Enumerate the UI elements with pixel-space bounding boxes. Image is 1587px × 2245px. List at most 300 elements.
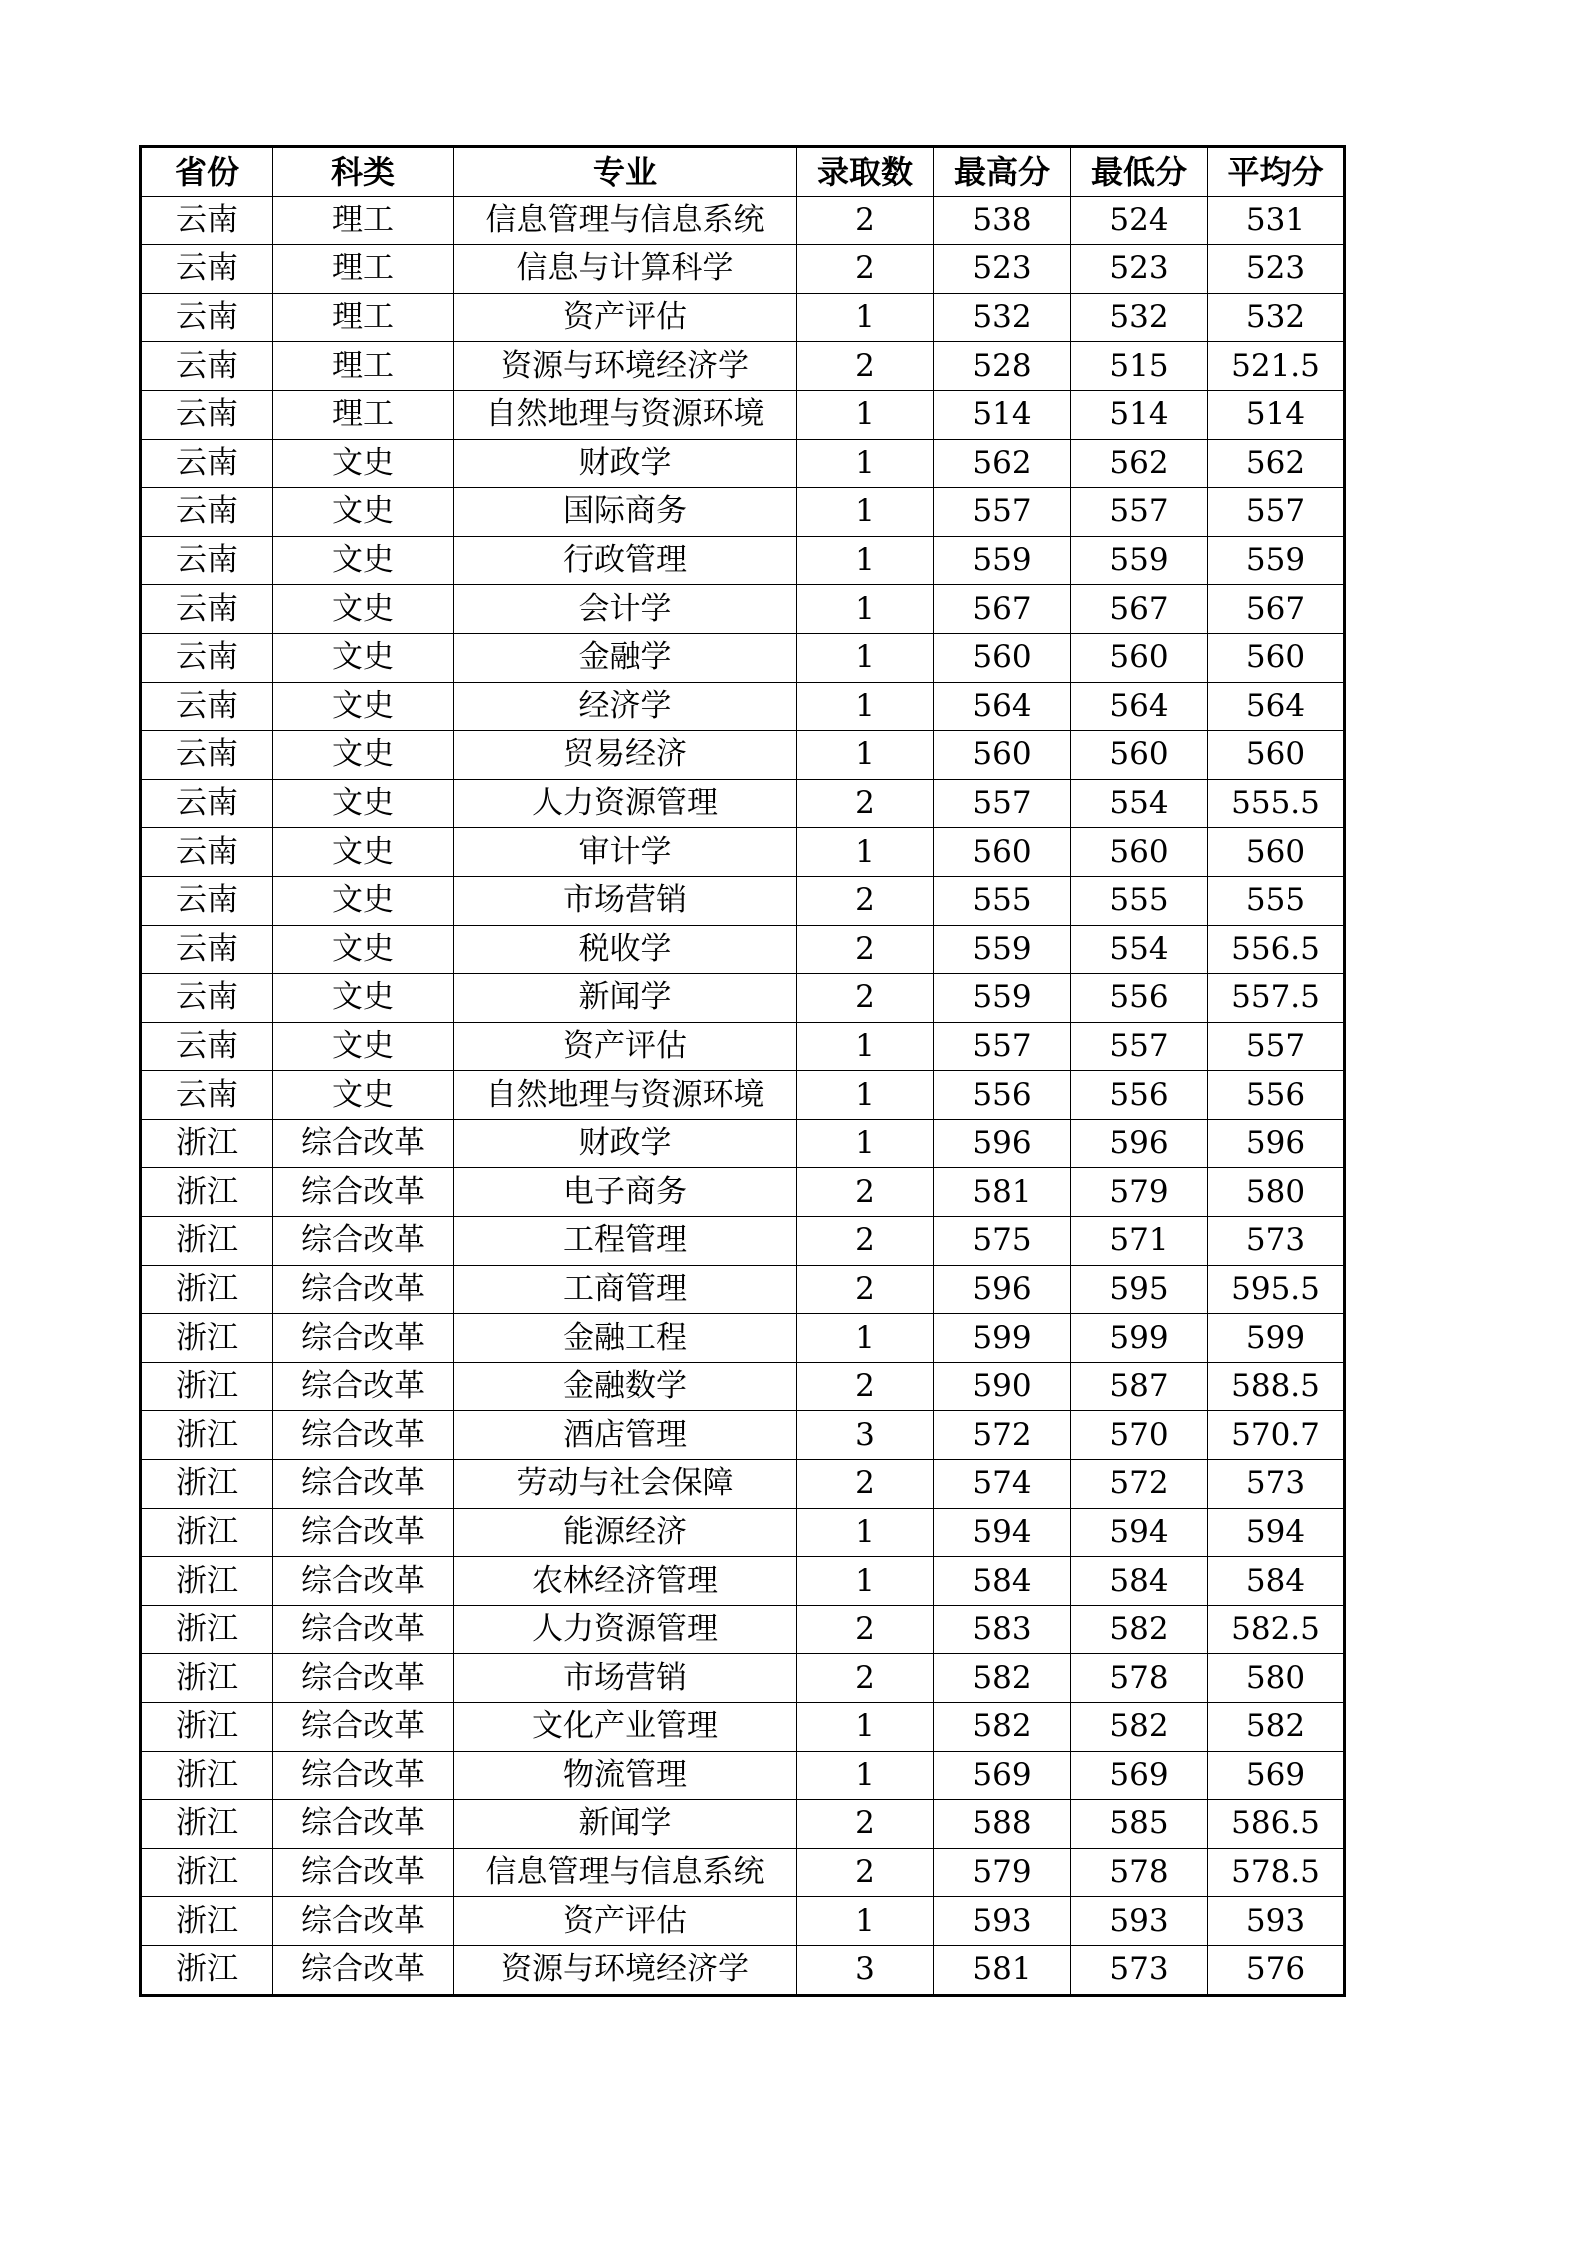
- cell-province: 浙江: [141, 1265, 273, 1314]
- cell-province: 云南: [141, 779, 273, 828]
- header-min-score: 最低分: [1071, 147, 1208, 197]
- admission-scores-table: [139, 145, 1346, 1997]
- cell-min-score: 564: [1071, 682, 1208, 731]
- cell-avg-score: 532: [1208, 293, 1345, 342]
- cell-avg-score: 584: [1208, 1557, 1345, 1606]
- cell-category: 文史: [273, 731, 454, 780]
- cell-major: 金融学: [454, 633, 797, 682]
- cell-min-score: 532: [1071, 293, 1208, 342]
- cell-admitted-count: 2: [797, 1848, 934, 1897]
- table-row: [141, 1071, 1345, 1120]
- cell-avg-score: 580: [1208, 1168, 1345, 1217]
- cell-min-score: 554: [1071, 779, 1208, 828]
- cell-major: 信息管理与信息系统: [454, 1848, 797, 1897]
- cell-avg-score: 557.5: [1208, 974, 1345, 1023]
- cell-major: 资源与环境经济学: [454, 1945, 797, 1995]
- table-row: [141, 1168, 1345, 1217]
- cell-category: 综合改革: [273, 1897, 454, 1946]
- cell-max-score: 579: [934, 1848, 1071, 1897]
- cell-min-score: 596: [1071, 1119, 1208, 1168]
- cell-avg-score: 557: [1208, 488, 1345, 537]
- cell-max-score: 596: [934, 1119, 1071, 1168]
- cell-category: 综合改革: [273, 1654, 454, 1703]
- cell-min-score: 556: [1071, 974, 1208, 1023]
- cell-min-score: 572: [1071, 1460, 1208, 1509]
- cell-avg-score: 595.5: [1208, 1265, 1345, 1314]
- cell-min-score: 562: [1071, 439, 1208, 488]
- cell-category: 综合改革: [273, 1362, 454, 1411]
- table-row: [141, 682, 1345, 731]
- cell-max-score: 590: [934, 1362, 1071, 1411]
- cell-province: 浙江: [141, 1460, 273, 1509]
- cell-category: 综合改革: [273, 1848, 454, 1897]
- cell-max-score: 582: [934, 1654, 1071, 1703]
- cell-category: 理工: [273, 293, 454, 342]
- table-row: [141, 196, 1345, 245]
- cell-major: 市场营销: [454, 876, 797, 925]
- cell-province: 云南: [141, 293, 273, 342]
- cell-avg-score: 586.5: [1208, 1800, 1345, 1849]
- cell-avg-score: 560: [1208, 633, 1345, 682]
- cell-admitted-count: 3: [797, 1411, 934, 1460]
- cell-province: 浙江: [141, 1508, 273, 1557]
- header-province: 省份: [141, 147, 273, 197]
- cell-province: 浙江: [141, 1945, 273, 1995]
- cell-category: 综合改革: [273, 1751, 454, 1800]
- cell-admitted-count: 1: [797, 731, 934, 780]
- cell-category: 文史: [273, 974, 454, 1023]
- table-row: [141, 1508, 1345, 1557]
- cell-admitted-count: 1: [797, 293, 934, 342]
- cell-min-score: 571: [1071, 1217, 1208, 1266]
- cell-category: 文史: [273, 779, 454, 828]
- cell-province: 云南: [141, 1071, 273, 1120]
- cell-major: 国际商务: [454, 488, 797, 537]
- cell-min-score: 523: [1071, 245, 1208, 294]
- cell-avg-score: 555: [1208, 876, 1345, 925]
- cell-province: 浙江: [141, 1168, 273, 1217]
- cell-major: 行政管理: [454, 536, 797, 585]
- cell-min-score: 579: [1071, 1168, 1208, 1217]
- cell-avg-score: 556.5: [1208, 925, 1345, 974]
- cell-major: 文化产业管理: [454, 1703, 797, 1752]
- cell-max-score: 514: [934, 390, 1071, 439]
- table-row: [141, 342, 1345, 391]
- cell-avg-score: 567: [1208, 585, 1345, 634]
- cell-category: 综合改革: [273, 1703, 454, 1752]
- table-row: [141, 633, 1345, 682]
- cell-major: 财政学: [454, 439, 797, 488]
- cell-category: 综合改革: [273, 1411, 454, 1460]
- cell-province: 云南: [141, 828, 273, 877]
- cell-admitted-count: 2: [797, 1800, 934, 1849]
- cell-max-score: 557: [934, 779, 1071, 828]
- cell-category: 综合改革: [273, 1265, 454, 1314]
- cell-min-score: 557: [1071, 488, 1208, 537]
- cell-province: 浙江: [141, 1411, 273, 1460]
- cell-avg-score: 570.7: [1208, 1411, 1345, 1460]
- cell-category: 文史: [273, 439, 454, 488]
- cell-min-score: 557: [1071, 1022, 1208, 1071]
- table-row: [141, 1800, 1345, 1849]
- table-row: [141, 731, 1345, 780]
- cell-category: 综合改革: [273, 1460, 454, 1509]
- cell-max-score: 559: [934, 974, 1071, 1023]
- table-body: [141, 196, 1345, 1995]
- cell-category: 文史: [273, 925, 454, 974]
- cell-admitted-count: 1: [797, 1022, 934, 1071]
- cell-admitted-count: 2: [797, 196, 934, 245]
- cell-min-score: 554: [1071, 925, 1208, 974]
- cell-max-score: 594: [934, 1508, 1071, 1557]
- cell-major: 自然地理与资源环境: [454, 1071, 797, 1120]
- header-row: [141, 147, 1345, 197]
- cell-admitted-count: 2: [797, 245, 934, 294]
- cell-province: 浙江: [141, 1217, 273, 1266]
- cell-province: 云南: [141, 536, 273, 585]
- cell-category: 综合改革: [273, 1168, 454, 1217]
- cell-avg-score: 555.5: [1208, 779, 1345, 828]
- table-row: [141, 585, 1345, 634]
- cell-max-score: 557: [934, 1022, 1071, 1071]
- table-row: [141, 1314, 1345, 1363]
- table-row: [141, 439, 1345, 488]
- cell-admitted-count: 1: [797, 1071, 934, 1120]
- table-row: [141, 1751, 1345, 1800]
- cell-avg-score: 556: [1208, 1071, 1345, 1120]
- cell-admitted-count: 2: [797, 1265, 934, 1314]
- cell-min-score: 595: [1071, 1265, 1208, 1314]
- table-row: [141, 1460, 1345, 1509]
- cell-min-score: 582: [1071, 1703, 1208, 1752]
- cell-category: 文史: [273, 633, 454, 682]
- cell-max-score: 562: [934, 439, 1071, 488]
- cell-max-score: 572: [934, 1411, 1071, 1460]
- cell-avg-score: 580: [1208, 1654, 1345, 1703]
- cell-province: 浙江: [141, 1897, 273, 1946]
- cell-admitted-count: 1: [797, 1314, 934, 1363]
- table-row: [141, 1411, 1345, 1460]
- cell-admitted-count: 2: [797, 974, 934, 1023]
- cell-min-score: 556: [1071, 1071, 1208, 1120]
- cell-avg-score: 514: [1208, 390, 1345, 439]
- cell-province: 云南: [141, 633, 273, 682]
- cell-avg-score: 562: [1208, 439, 1345, 488]
- cell-avg-score: 576: [1208, 1945, 1345, 1995]
- cell-min-score: 567: [1071, 585, 1208, 634]
- cell-admitted-count: 1: [797, 488, 934, 537]
- cell-category: 综合改革: [273, 1557, 454, 1606]
- cell-province: 浙江: [141, 1751, 273, 1800]
- cell-major: 会计学: [454, 585, 797, 634]
- table-row: [141, 974, 1345, 1023]
- cell-admitted-count: 3: [797, 1945, 934, 1995]
- cell-min-score: 582: [1071, 1605, 1208, 1654]
- cell-max-score: 584: [934, 1557, 1071, 1606]
- cell-category: 理工: [273, 196, 454, 245]
- cell-max-score: 556: [934, 1071, 1071, 1120]
- cell-max-score: 532: [934, 293, 1071, 342]
- cell-major: 工商管理: [454, 1265, 797, 1314]
- cell-province: 云南: [141, 974, 273, 1023]
- table-row: [141, 1605, 1345, 1654]
- cell-province: 云南: [141, 585, 273, 634]
- cell-province: 云南: [141, 731, 273, 780]
- table-row: [141, 1217, 1345, 1266]
- cell-province: 浙江: [141, 1654, 273, 1703]
- table-row: [141, 1119, 1345, 1168]
- cell-province: 云南: [141, 1022, 273, 1071]
- cell-min-score: 555: [1071, 876, 1208, 925]
- table-row: [141, 1557, 1345, 1606]
- cell-avg-score: 559: [1208, 536, 1345, 585]
- cell-max-score: 569: [934, 1751, 1071, 1800]
- cell-major: 财政学: [454, 1119, 797, 1168]
- cell-admitted-count: 1: [797, 1897, 934, 1946]
- cell-admitted-count: 1: [797, 1119, 934, 1168]
- cell-major: 信息管理与信息系统: [454, 196, 797, 245]
- cell-major: 资产评估: [454, 293, 797, 342]
- cell-major: 市场营销: [454, 1654, 797, 1703]
- header-category: 科类: [273, 147, 454, 197]
- cell-max-score: 599: [934, 1314, 1071, 1363]
- cell-max-score: 560: [934, 633, 1071, 682]
- cell-min-score: 594: [1071, 1508, 1208, 1557]
- cell-major: 资产评估: [454, 1897, 797, 1946]
- cell-avg-score: 596: [1208, 1119, 1345, 1168]
- cell-avg-score: 573: [1208, 1460, 1345, 1509]
- cell-admitted-count: 1: [797, 390, 934, 439]
- header-admitted-count: 录取数: [797, 147, 934, 197]
- cell-major: 人力资源管理: [454, 779, 797, 828]
- cell-avg-score: 599: [1208, 1314, 1345, 1363]
- cell-major: 物流管理: [454, 1751, 797, 1800]
- cell-admitted-count: 1: [797, 1703, 934, 1752]
- cell-avg-score: 582: [1208, 1703, 1345, 1752]
- cell-max-score: 596: [934, 1265, 1071, 1314]
- cell-category: 文史: [273, 682, 454, 731]
- cell-category: 综合改革: [273, 1800, 454, 1849]
- cell-avg-score: 593: [1208, 1897, 1345, 1946]
- cell-avg-score: 523: [1208, 245, 1345, 294]
- cell-major: 人力资源管理: [454, 1605, 797, 1654]
- table-row: [141, 390, 1345, 439]
- table-row: [141, 1897, 1345, 1946]
- table-row: [141, 1703, 1345, 1752]
- cell-province: 浙江: [141, 1800, 273, 1849]
- cell-category: 理工: [273, 342, 454, 391]
- cell-category: 文史: [273, 488, 454, 537]
- cell-min-score: 569: [1071, 1751, 1208, 1800]
- cell-province: 云南: [141, 342, 273, 391]
- cell-major: 贸易经济: [454, 731, 797, 780]
- table-row: [141, 536, 1345, 585]
- table-row: [141, 1362, 1345, 1411]
- cell-min-score: 585: [1071, 1800, 1208, 1849]
- cell-min-score: 584: [1071, 1557, 1208, 1606]
- cell-major: 酒店管理: [454, 1411, 797, 1460]
- cell-max-score: 523: [934, 245, 1071, 294]
- table-row: [141, 1265, 1345, 1314]
- cell-max-score: 581: [934, 1168, 1071, 1217]
- cell-admitted-count: 2: [797, 342, 934, 391]
- cell-major: 税收学: [454, 925, 797, 974]
- cell-category: 综合改革: [273, 1605, 454, 1654]
- table-row: [141, 1022, 1345, 1071]
- cell-category: 综合改革: [273, 1119, 454, 1168]
- cell-avg-score: 560: [1208, 828, 1345, 877]
- cell-province: 浙江: [141, 1605, 273, 1654]
- cell-province: 云南: [141, 245, 273, 294]
- cell-category: 文史: [273, 1071, 454, 1120]
- cell-min-score: 515: [1071, 342, 1208, 391]
- cell-max-score: 582: [934, 1703, 1071, 1752]
- cell-max-score: 581: [934, 1945, 1071, 1995]
- cell-category: 理工: [273, 390, 454, 439]
- cell-province: 云南: [141, 196, 273, 245]
- header-avg-score: 平均分: [1208, 147, 1345, 197]
- cell-max-score: 538: [934, 196, 1071, 245]
- cell-max-score: 583: [934, 1605, 1071, 1654]
- cell-max-score: 588: [934, 1800, 1071, 1849]
- cell-min-score: 560: [1071, 828, 1208, 877]
- table-row: [141, 1654, 1345, 1703]
- cell-major: 自然地理与资源环境: [454, 390, 797, 439]
- cell-max-score: 567: [934, 585, 1071, 634]
- table-row: [141, 1945, 1345, 1995]
- cell-min-score: 514: [1071, 390, 1208, 439]
- cell-min-score: 573: [1071, 1945, 1208, 1995]
- cell-min-score: 524: [1071, 196, 1208, 245]
- cell-admitted-count: 2: [797, 1460, 934, 1509]
- cell-admitted-count: 2: [797, 925, 934, 974]
- cell-admitted-count: 1: [797, 1751, 934, 1800]
- table-row: [141, 925, 1345, 974]
- cell-major: 金融数学: [454, 1362, 797, 1411]
- cell-major: 新闻学: [454, 1800, 797, 1849]
- cell-category: 综合改革: [273, 1945, 454, 1995]
- cell-admitted-count: 2: [797, 779, 934, 828]
- cell-min-score: 593: [1071, 1897, 1208, 1946]
- cell-category: 综合改革: [273, 1217, 454, 1266]
- cell-category: 文史: [273, 828, 454, 877]
- cell-province: 云南: [141, 488, 273, 537]
- cell-admitted-count: 2: [797, 1362, 934, 1411]
- cell-avg-score: 564: [1208, 682, 1345, 731]
- cell-category: 文史: [273, 876, 454, 925]
- cell-avg-score: 573: [1208, 1217, 1345, 1266]
- cell-category: 理工: [273, 245, 454, 294]
- cell-major: 农林经济管理: [454, 1557, 797, 1606]
- cell-max-score: 557: [934, 488, 1071, 537]
- cell-category: 文史: [273, 585, 454, 634]
- cell-min-score: 559: [1071, 536, 1208, 585]
- cell-major: 审计学: [454, 828, 797, 877]
- admission-scores-sheet: [139, 145, 1346, 1997]
- cell-admitted-count: 1: [797, 585, 934, 634]
- cell-province: 浙江: [141, 1848, 273, 1897]
- cell-min-score: 560: [1071, 731, 1208, 780]
- cell-avg-score: 569: [1208, 1751, 1345, 1800]
- cell-max-score: 559: [934, 925, 1071, 974]
- cell-major: 信息与计算科学: [454, 245, 797, 294]
- cell-admitted-count: 2: [797, 1168, 934, 1217]
- cell-avg-score: 588.5: [1208, 1362, 1345, 1411]
- cell-category: 综合改革: [273, 1314, 454, 1363]
- cell-admitted-count: 1: [797, 633, 934, 682]
- cell-avg-score: 560: [1208, 731, 1345, 780]
- cell-admitted-count: 2: [797, 1605, 934, 1654]
- table-row: [141, 1848, 1345, 1897]
- cell-max-score: 560: [934, 731, 1071, 780]
- cell-avg-score: 521.5: [1208, 342, 1345, 391]
- cell-min-score: 578: [1071, 1848, 1208, 1897]
- cell-province: 云南: [141, 390, 273, 439]
- cell-major: 资产评估: [454, 1022, 797, 1071]
- cell-max-score: 574: [934, 1460, 1071, 1509]
- cell-province: 浙江: [141, 1362, 273, 1411]
- cell-category: 综合改革: [273, 1508, 454, 1557]
- cell-max-score: 528: [934, 342, 1071, 391]
- table-row: [141, 828, 1345, 877]
- cell-admitted-count: 1: [797, 1557, 934, 1606]
- cell-avg-score: 582.5: [1208, 1605, 1345, 1654]
- cell-admitted-count: 2: [797, 876, 934, 925]
- cell-admitted-count: 2: [797, 1217, 934, 1266]
- cell-max-score: 559: [934, 536, 1071, 585]
- header-max-score: 最高分: [934, 147, 1071, 197]
- cell-admitted-count: 1: [797, 439, 934, 488]
- cell-min-score: 587: [1071, 1362, 1208, 1411]
- cell-max-score: 575: [934, 1217, 1071, 1266]
- cell-province: 浙江: [141, 1119, 273, 1168]
- cell-major: 劳动与社会保障: [454, 1460, 797, 1509]
- cell-province: 浙江: [141, 1703, 273, 1752]
- cell-avg-score: 531: [1208, 196, 1345, 245]
- cell-major: 能源经济: [454, 1508, 797, 1557]
- cell-admitted-count: 1: [797, 536, 934, 585]
- cell-major: 新闻学: [454, 974, 797, 1023]
- cell-avg-score: 594: [1208, 1508, 1345, 1557]
- cell-major: 工程管理: [454, 1217, 797, 1266]
- cell-province: 云南: [141, 925, 273, 974]
- cell-major: 经济学: [454, 682, 797, 731]
- cell-avg-score: 578.5: [1208, 1848, 1345, 1897]
- cell-category: 文史: [273, 536, 454, 585]
- cell-avg-score: 557: [1208, 1022, 1345, 1071]
- cell-admitted-count: 1: [797, 682, 934, 731]
- table-row: [141, 488, 1345, 537]
- cell-province: 云南: [141, 876, 273, 925]
- cell-major: 电子商务: [454, 1168, 797, 1217]
- cell-admitted-count: 1: [797, 1508, 934, 1557]
- cell-max-score: 593: [934, 1897, 1071, 1946]
- cell-max-score: 560: [934, 828, 1071, 877]
- header-major: 专业: [454, 147, 797, 197]
- cell-province: 浙江: [141, 1557, 273, 1606]
- cell-major: 资源与环境经济学: [454, 342, 797, 391]
- cell-province: 云南: [141, 682, 273, 731]
- cell-min-score: 599: [1071, 1314, 1208, 1363]
- cell-province: 浙江: [141, 1314, 273, 1363]
- cell-major: 金融工程: [454, 1314, 797, 1363]
- table-row: [141, 245, 1345, 294]
- cell-category: 文史: [273, 1022, 454, 1071]
- cell-min-score: 578: [1071, 1654, 1208, 1703]
- cell-max-score: 555: [934, 876, 1071, 925]
- cell-admitted-count: 2: [797, 1654, 934, 1703]
- cell-admitted-count: 1: [797, 828, 934, 877]
